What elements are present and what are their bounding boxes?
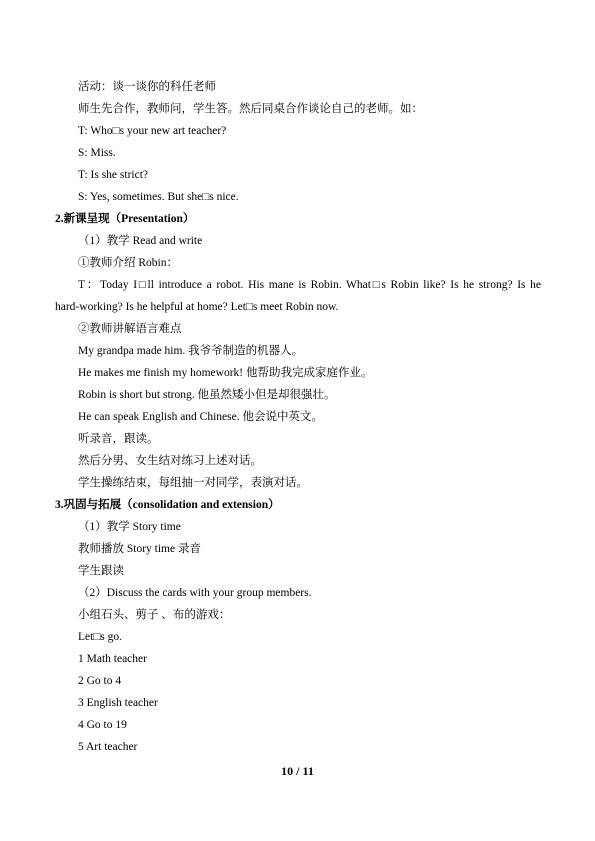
page-number: 10 / 11 bbox=[281, 764, 314, 778]
text-line: ②教师讲解语言难点 bbox=[78, 323, 182, 335]
text-line: He makes me finish my homework! 他帮助我完成家庭作业。 bbox=[78, 367, 373, 379]
text-line: S: Miss. bbox=[78, 147, 116, 159]
text-line: S: Yes, sometimes. But she□s nice. bbox=[78, 191, 239, 203]
text-line: He can speak English and Chinese. 他会说中英文。 bbox=[78, 411, 323, 423]
text-line: 师生先合作，教师问，学生答。然后同桌合作谈论自己的老师。如： bbox=[78, 103, 423, 115]
section-heading: 3.巩固与拓展（consolidation and extension） bbox=[55, 499, 280, 511]
text-line: 3 English teacher bbox=[78, 697, 158, 709]
text-line: ①教师介绍 Robin： bbox=[78, 257, 178, 269]
text-line: T: Is she strict? bbox=[78, 169, 149, 181]
text-line: 2 Go to 4 bbox=[78, 675, 122, 687]
text-line: 学生操练结束，每组抽一对同学，表演对话。 bbox=[78, 477, 308, 489]
text-line: T: Who□s your new art teacher? bbox=[78, 125, 227, 137]
text-line bbox=[0, 274, 595, 296]
justified-text: T：Today I□ll introduce a robot. His mane is Robin. What□s Robin like? Is he strong? Is he bbox=[78, 279, 541, 291]
text-line: 4 Go to 19 bbox=[78, 719, 127, 731]
text-line: My grandpa made him. 我爷爷制造的机器人。 bbox=[78, 345, 304, 357]
text-line: 活动：谈一谈你的科任老师 bbox=[78, 81, 216, 93]
text-line: 小组石头、剪子 、布的游戏： bbox=[78, 609, 231, 621]
text-line: Robin is short but strong. 他虽然矮小但是却很强壮。 bbox=[78, 389, 336, 401]
text-line: （1）教学 Story time bbox=[78, 521, 181, 533]
text-line: （1）教学 Read and write bbox=[78, 235, 203, 247]
body-text bbox=[0, 76, 595, 758]
text-line: 1 Math teacher bbox=[78, 653, 147, 665]
text-line: 听录音，跟读。 bbox=[78, 433, 159, 445]
text-line: Let□s go. bbox=[78, 631, 122, 643]
text-line: 然后分男、女生结对练习上述对话。 bbox=[78, 455, 262, 467]
text-line: 5 Art teacher bbox=[78, 741, 138, 753]
text-line: 教师播放 Story time 录音 bbox=[78, 543, 201, 555]
text-line: 学生跟读 bbox=[78, 565, 124, 577]
section-heading: 2.新课呈现（Presentation） bbox=[55, 213, 195, 225]
text-line: （2）Discuss the cards with your group members. bbox=[78, 587, 312, 599]
text-line: hard-working? Is he helpful at home? Let□s meet Robin now. bbox=[55, 301, 339, 313]
